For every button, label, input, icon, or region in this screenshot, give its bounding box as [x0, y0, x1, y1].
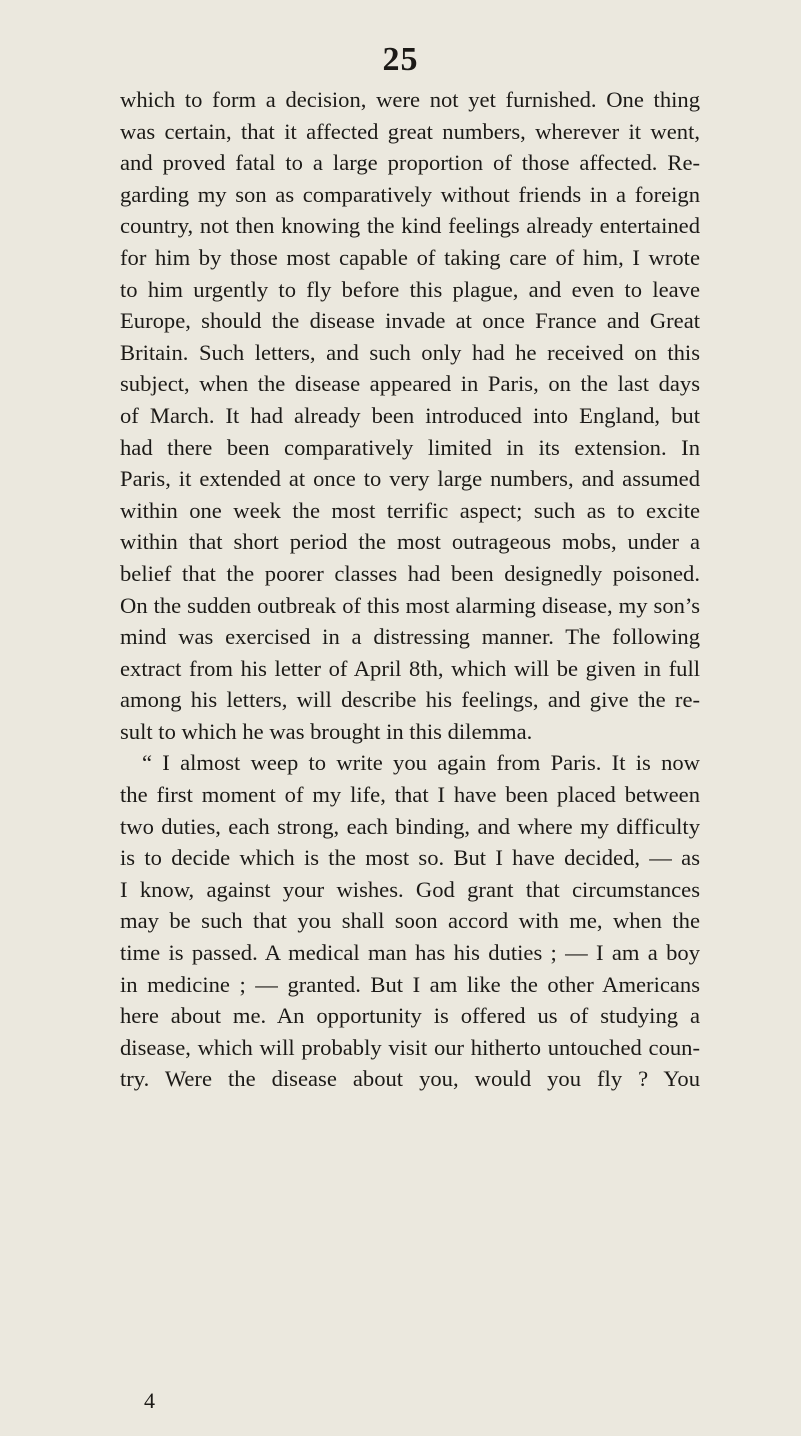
text-line: for him by those most capable of taking care of him, I wrote: [120, 244, 700, 270]
text-line: and proved fatal to a large proportion of those affected. Re-: [120, 150, 700, 176]
text-line: which to form a decision, were not yet furnished. One thing: [120, 87, 700, 112]
text-line: within that short period the most outrageous mobs, under a: [120, 529, 700, 555]
text-line: extract from his letter of April 8th, which will be given in full: [120, 655, 700, 681]
body-text: [120, 84, 700, 1095]
text-line: is to decide which is the most so. But I have decided, — as: [120, 845, 700, 871]
text-line: here about me. An opportunity is offered us of studying a: [120, 1003, 700, 1029]
text-line: Britain. Such letters, and such only had he received on this: [120, 339, 700, 365]
text-line: “ I almost weep to write you again from Paris. It is now: [142, 750, 700, 776]
text-line: Paris, it extended at once to very large numbers, and assumed: [120, 466, 700, 492]
text-line: time is passed. A medical man has his duties ; — I am a boy: [120, 940, 700, 966]
text-line: may be such that you shall soon accord with me, when the: [120, 908, 700, 934]
text-line: was certain, that it affected great numbers, wherever it went,: [120, 118, 700, 144]
text-line: within one week the most terrific aspect; such as to excite: [120, 497, 700, 523]
text-line: mind was exercised in a distressing manner. The following: [120, 624, 700, 650]
page-number: 25: [382, 41, 419, 78]
text-line: to him urgently to fly before this plague, and even to leave: [120, 276, 700, 302]
text-line: garding my son as comparatively without friends in a foreign: [120, 181, 700, 207]
text-line: among his letters, will describe his feelings, and give the re-: [120, 687, 700, 713]
text-line: two duties, each strong, each binding, and where my difficulty: [120, 813, 700, 839]
text-line: had there been comparatively limited in its extension. In: [120, 434, 700, 460]
text-line: subject, when the disease appeared in Paris, on the last days: [120, 371, 700, 397]
text-line: try. Were the disease about you, would you fly ? You: [120, 1066, 700, 1092]
text-line: of March. It had already been introduced into England, but: [120, 402, 700, 428]
text-line: sult to which he was brought in this dilemma.: [120, 718, 533, 744]
text-line: in medicine ; — granted. But I am like the other Americans: [120, 971, 700, 997]
text-line: I know, against your wishes. God grant that circumstances: [120, 876, 700, 902]
text-line: disease, which will probably visit our hitherto untouched coun-: [120, 1034, 700, 1060]
text-line: belief that the poorer classes had been designedly poisoned.: [120, 560, 700, 586]
text-line: Europe, should the disease invade at once France and Great: [120, 308, 700, 334]
text-line: On the sudden outbreak of this most alarming disease, my son’s: [120, 592, 700, 618]
signature-mark: 4: [144, 1388, 155, 1413]
text-line: country, not then knowing the kind feelings already entertained: [120, 213, 700, 239]
text-line: the first moment of my life, that I have been placed between: [120, 782, 700, 808]
